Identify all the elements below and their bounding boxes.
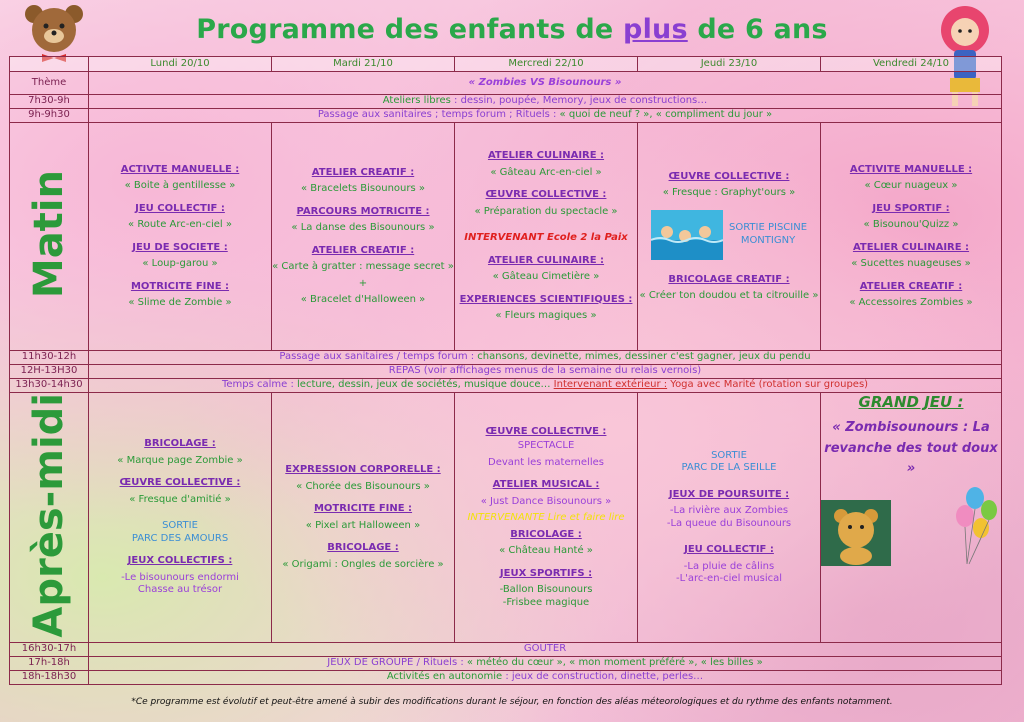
afternoon-row — [10, 393, 1002, 643]
time-9h: 9h-9h30 — [10, 109, 89, 123]
activity-title: EXPERIENCES SCIENTIFIQUES : — [459, 293, 633, 305]
activity-value: « Bracelets Bisounours » — [300, 183, 425, 194]
time-17h: 17h-18h — [10, 657, 89, 671]
morning-monday — [89, 123, 272, 351]
activity-title: ŒUVRE COLLECTIVE : — [668, 170, 790, 182]
row-16h30 — [10, 643, 1002, 657]
morning-tuesday — [272, 123, 455, 351]
quiet-time-text: lecture, dessin, jeux de sociétés, musique douce… — [297, 379, 554, 391]
big-game-title: GRAND JEU : — [858, 393, 964, 411]
row-11h30 — [10, 351, 1002, 365]
row-9h — [10, 109, 1002, 123]
title-highlight: plus — [623, 14, 688, 45]
activity-title: BRICOLAGE CREATIF : — [668, 273, 790, 285]
row-7h30 — [10, 95, 1002, 109]
page-title — [0, 14, 1024, 45]
afternoon-monday — [89, 393, 272, 643]
activity-value: « Gâteau Cimetière » — [492, 271, 600, 283]
activity-value: « La danse des Bisounours » — [291, 222, 435, 233]
day-wednesday: Mercredi 22/10 — [455, 57, 638, 72]
time-13h30: 13h30-14h30 — [10, 379, 89, 393]
free-workshops-text: : dessin, poupée, Memory, jeux de constructions… — [450, 95, 708, 107]
activity-value: Chasse au trésor — [137, 584, 223, 596]
theme-row — [10, 72, 1002, 95]
activity-title: ATELIER MUSICAL : — [492, 479, 600, 491]
pool-photo-icon — [651, 210, 723, 260]
activity-title: ACTIVITE MANUELLE : — [849, 163, 973, 175]
activity-value: « Sucettes nuageuses » — [851, 258, 971, 269]
rituals-text: Passage aux sanitaires ; temps forum ; Rituels : — [317, 109, 560, 121]
autonomy-label: Activités en autonomie — [386, 671, 503, 683]
activity-title: ŒUVRE COLLECTIVE : — [485, 425, 607, 437]
autonomy-text: : jeux de construction, dinette, perles… — [502, 671, 704, 683]
intervenant-note: INTERVENANTE Lire et faire lire — [467, 512, 625, 524]
activity-value: « Origami : Ongles de sorcière » — [282, 558, 444, 570]
activity-title: JEU DE SOCIETE : — [132, 241, 228, 253]
activity-value: « Pixel art Halloween » — [305, 519, 421, 531]
activity-value: « Chorée des Bisounours » — [296, 480, 430, 492]
show-audience: Devant les maternelles — [488, 456, 604, 468]
activity-value: -L'arc-en-ciel musical — [675, 573, 782, 585]
big-game-name: « Zombisounours : La revanche des tout doux » — [824, 419, 998, 477]
day-friday: Vendredi 24/10 — [821, 57, 1002, 72]
activity-value: « Loup-garou » — [142, 258, 218, 269]
activity-separator: + — [358, 277, 368, 289]
afternoon-tuesday — [272, 393, 455, 643]
time-16h30: 16h30-17h — [10, 643, 89, 657]
outing-title: SORTIE — [162, 520, 198, 532]
outing-title: SORTIE PISCINE — [728, 222, 808, 233]
activity-value: -La rivière aux Zombies — [669, 505, 789, 517]
afternoon-wednesday — [455, 393, 638, 643]
intervenant-note: INTERVENANT Ecole 2 la Paix — [464, 232, 628, 244]
activity-value: « Fresque d'amitié » — [129, 493, 231, 505]
afternoon-friday — [821, 393, 1002, 643]
footnote: *Ce programme est évolutif et peut-être amené à subir des modifications durant le séjour, en fonction des aléas méteorologiques et du rythme des enfants notamment. — [131, 697, 893, 707]
activity-value: « Slime de Zombie » — [128, 297, 232, 308]
activity-title: EXPRESSION CORPORELLE : — [285, 464, 441, 476]
activity-value: « Gâteau Arc-en-ciel » — [490, 166, 602, 178]
balloons-icon — [931, 486, 1001, 566]
activity-title: JEUX COLLECTIFS : — [127, 555, 233, 567]
title-suffix: de 6 ans — [687, 14, 828, 45]
row-13h30 — [10, 379, 1002, 393]
days-header-row — [10, 57, 1002, 72]
meal-text: REPAS (voir affichages menus de la semaine du relais vernois) — [388, 365, 702, 377]
activity-title: ATELIER CREATIF : — [311, 166, 415, 178]
outing-place: MONTIGNY — [740, 234, 796, 246]
activity-value: -La queue du Bisounours — [666, 517, 792, 529]
activity-value: -Le bisounours endormi — [121, 571, 239, 583]
activity-title: ATELIER CULINAIRE : — [852, 241, 970, 253]
time-11h30: 11h30-12h — [10, 351, 89, 365]
afternoon-label: Après-midi — [26, 393, 72, 638]
activity-value: « Cœur nuageux » — [864, 180, 958, 191]
time-7h30: 7h30-9h — [10, 95, 89, 109]
activity-value: « Fresque : Graphyt'ours » — [662, 187, 796, 198]
activity-value: « Route Arc-en-ciel » — [128, 219, 232, 230]
morning-label: Matin — [26, 170, 72, 299]
activity-title: MOTRICITE FINE : — [313, 503, 413, 515]
morning-friday — [821, 123, 1002, 351]
activity-value: « Préparation du spectacle » — [474, 205, 618, 217]
activity-title: JEUX DE POURSUITE : — [668, 488, 790, 500]
activity-title: MOTRICITE FINE : — [130, 280, 230, 292]
title-prefix: Programme des enfants de — [196, 14, 624, 45]
bear-photo-icon — [821, 500, 891, 566]
time-12h: 12H-13H30 — [10, 365, 89, 379]
day-thursday: Jeudi 23/10 — [638, 57, 821, 72]
activity-title: BRICOLAGE : — [144, 438, 216, 450]
empty-corner — [10, 57, 89, 72]
afternoon-thursday — [638, 393, 821, 643]
activity-value: -La pluie de câlins — [683, 560, 775, 572]
activity-value: « Accessoires Zombies » — [849, 297, 973, 308]
activity-value: « Créer ton doudou et ta citrouille » — [639, 290, 819, 301]
time-18h: 18h-18h30 — [10, 671, 89, 685]
activity-value: « Carte à gratter : message secret » — [272, 261, 454, 272]
free-workshops-label: Ateliers libres — [382, 95, 451, 107]
activity-title: ATELIER CREATIF : — [859, 280, 963, 292]
activity-value: « Fleurs magiques » — [495, 310, 597, 322]
morning-row — [10, 123, 1002, 351]
show-title: SPECTACLE — [517, 440, 575, 452]
activity-title: JEU SPORTIF : — [872, 202, 950, 214]
activity-value: « Just Dance Bisounours » — [480, 495, 612, 507]
activity-value: « Marque page Zombie » — [117, 454, 243, 466]
day-monday: Lundi 20/10 — [89, 57, 272, 72]
outing-title: SORTIE — [711, 449, 747, 461]
sanitary-activities: chansons, devinette, mimes, dessiner c'est gagner, jeux du pendu — [477, 351, 811, 363]
group-games-text: JEUX DE GROUPE / Rituels : — [327, 657, 467, 669]
sanitary-text: Passage aux sanitaires / temps forum : — [279, 351, 478, 363]
activity-title: ATELIER CULINAIRE : — [487, 254, 605, 266]
activity-value: -Ballon Bisounours — [499, 584, 593, 596]
activity-title: JEU COLLECTIF : — [684, 544, 774, 556]
outing-place: PARC DES AMOURS — [131, 532, 229, 544]
afternoon-label-cell — [10, 393, 89, 643]
activity-title: JEUX SPORTIFS : — [499, 567, 593, 579]
activity-title: BRICOLAGE : — [510, 528, 582, 540]
yoga-text: Yoga avec Marité (rotation sur groupes) — [667, 379, 869, 391]
activity-title: PARCOURS MOTRICITE : — [296, 205, 430, 217]
activity-title: ŒUVRE COLLECTIVE : — [119, 477, 241, 489]
group-rituals-list: « météo du cœur », « mon moment préféré », « les billes » — [466, 657, 763, 669]
snack-text: GOUTER — [523, 643, 567, 655]
activity-title: ATELIER CREATIF : — [311, 244, 415, 256]
pool-outing — [638, 210, 820, 260]
morning-wednesday — [455, 123, 638, 351]
activity-value: -Frisbee magique — [502, 596, 590, 608]
activity-value: « Bisounou'Quizz » — [863, 219, 959, 230]
theme-label: Thème — [10, 72, 89, 95]
day-tuesday: Mardi 21/10 — [272, 57, 455, 72]
morning-label-cell — [10, 123, 89, 351]
activity-value: « Bracelet d'Halloween » — [300, 294, 426, 305]
outing-place: PARC DE LA SEILLE — [681, 462, 777, 474]
morning-thursday — [638, 123, 821, 351]
activity-title: BRICOLAGE : — [327, 542, 399, 554]
rituals-list: « quoi de neuf ? », « compliment du jour » — [559, 109, 773, 121]
quiet-time-label: Temps calme : — [221, 379, 298, 391]
activity-title: ACTIVTE MANUELLE : — [120, 163, 240, 175]
activity-title: JEU COLLECTIF : — [135, 202, 225, 214]
theme-value: « Zombies VS Bisounours » — [89, 72, 1002, 95]
row-12h — [10, 365, 1002, 379]
activity-title: ŒUVRE COLLECTIVE : — [485, 189, 607, 201]
activity-title: ATELIER CULINAIRE : — [487, 150, 605, 162]
schedule-table — [9, 56, 1002, 685]
row-18h — [10, 671, 1002, 685]
external-speaker-label: Intervenant extérieur : — [553, 379, 668, 391]
activity-value: « Château Hanté » — [499, 545, 593, 557]
activity-value: « Boite à gentillesse » — [124, 180, 236, 191]
row-17h — [10, 657, 1002, 671]
